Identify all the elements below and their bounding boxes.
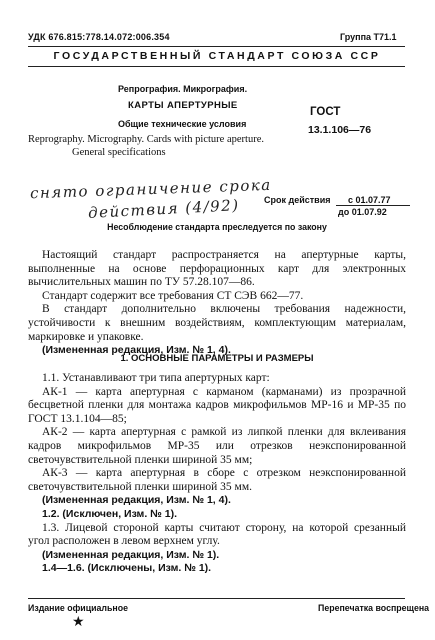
footer-rule bbox=[28, 598, 405, 599]
change-note-1: (Измененная редакция, Изм. № 1, 4). bbox=[42, 494, 231, 507]
validity-label: Срок действия bbox=[264, 195, 331, 205]
validity-to: до 01.07.92 bbox=[338, 207, 387, 217]
footer-reprint-prohibited: Перепечатка воспрещена bbox=[318, 603, 430, 613]
star-icon: ★ bbox=[72, 614, 85, 630]
clause-1-1: 1.1. Устанавливают три типа апертурных карт: bbox=[42, 372, 270, 384]
section-1-heading: 1. ОСНОВНЫЕ ПАРАМЕТРЫ И РАЗМЕРЫ bbox=[120, 353, 314, 364]
intro-text bbox=[28, 249, 406, 358]
title-subtitle: Общие технические условия bbox=[118, 119, 247, 129]
title-main: КАРТЫ АПЕРТУРНЫЕ bbox=[128, 100, 238, 111]
intro-change-note: (Измененная редакция, Изм. № 1, 4). bbox=[42, 344, 231, 357]
header-top-rule bbox=[28, 46, 405, 47]
clause-ak3: АК-3 — карта апертурная в сборе с отрезком неэкспонированной светочувствительной пленки шириной 35 мм. bbox=[28, 467, 406, 493]
title-line1: Репрография. Микрография. bbox=[118, 84, 248, 94]
gost-label: ГОСТ bbox=[310, 106, 341, 118]
title-english-2: General specifications bbox=[72, 147, 166, 158]
clause-1-4-1-6: 1.4—1.6. (Исключены, Изм. № 1). bbox=[42, 562, 212, 575]
standard-title: ГОСУДАРСТВЕННЫЙ СТАНДАРТ СОЮЗА ССР bbox=[53, 50, 381, 62]
section-1-body bbox=[28, 372, 406, 576]
title-english-1: Reprography. Micrography. Cards with picture aperture. bbox=[28, 134, 264, 145]
udc-code: УДК 676.815:778.14.072:006.354 bbox=[28, 32, 170, 42]
handwritten-note-line1: снято ограничение срока bbox=[29, 175, 273, 203]
clause-ak2: АК-2 — карта апертурная с рамкой из липкой пленки для вклеивания кадров микрофильмов МР-35 или отрезков неэкспонированной светочувствительной пленки шириной 35 мм; bbox=[28, 426, 406, 466]
group-code: Группа Т71.1 bbox=[340, 32, 397, 42]
footer-official-edition: Издание официальное bbox=[28, 603, 128, 613]
header-bottom-rule bbox=[28, 66, 405, 67]
intro-paragraph-3: В стандарт дополнительно включены требования надежности, устойчивости к внешним воздействиям, комплектующим материалам, маркировке и упаковке. bbox=[28, 303, 406, 343]
clause-1-3: 1.3. Лицевой стороной карты считают сторону, на которой срезанный угол расположен в левом верхнем углу. bbox=[28, 521, 406, 548]
change-note-2: (Измененная редакция, Изм. № 1). bbox=[42, 548, 220, 561]
gost-number: 13.1.106—76 bbox=[308, 124, 372, 136]
handwritten-note-line2: действия (4/92) bbox=[87, 196, 241, 222]
legal-note: Несоблюдение стандарта преследуется по закону bbox=[107, 222, 327, 232]
intro-paragraph-2: Стандарт содержит все требования СТ СЭВ 662—77. bbox=[42, 289, 304, 302]
clause-1-2: 1.2. (Исключен, Изм. № 1). bbox=[42, 507, 178, 520]
validity-from: с 01.07.77 bbox=[348, 195, 391, 205]
validity-to-underline bbox=[336, 205, 410, 206]
intro-paragraph-1: Настоящий стандарт распространяется на апертурные карты, выполненные на основе перфорационных карт для электронных вычислительных машин по ТУ 57.28.107—86. bbox=[28, 249, 406, 289]
clause-ak1: АК-1 — карта апертурная с карманом (карманами) из прозрачной бесцветной пленки для монтажа кадров микрофильмов МР-16 и МР-35 по ГОСТ 13.1.104—85; bbox=[28, 385, 406, 425]
